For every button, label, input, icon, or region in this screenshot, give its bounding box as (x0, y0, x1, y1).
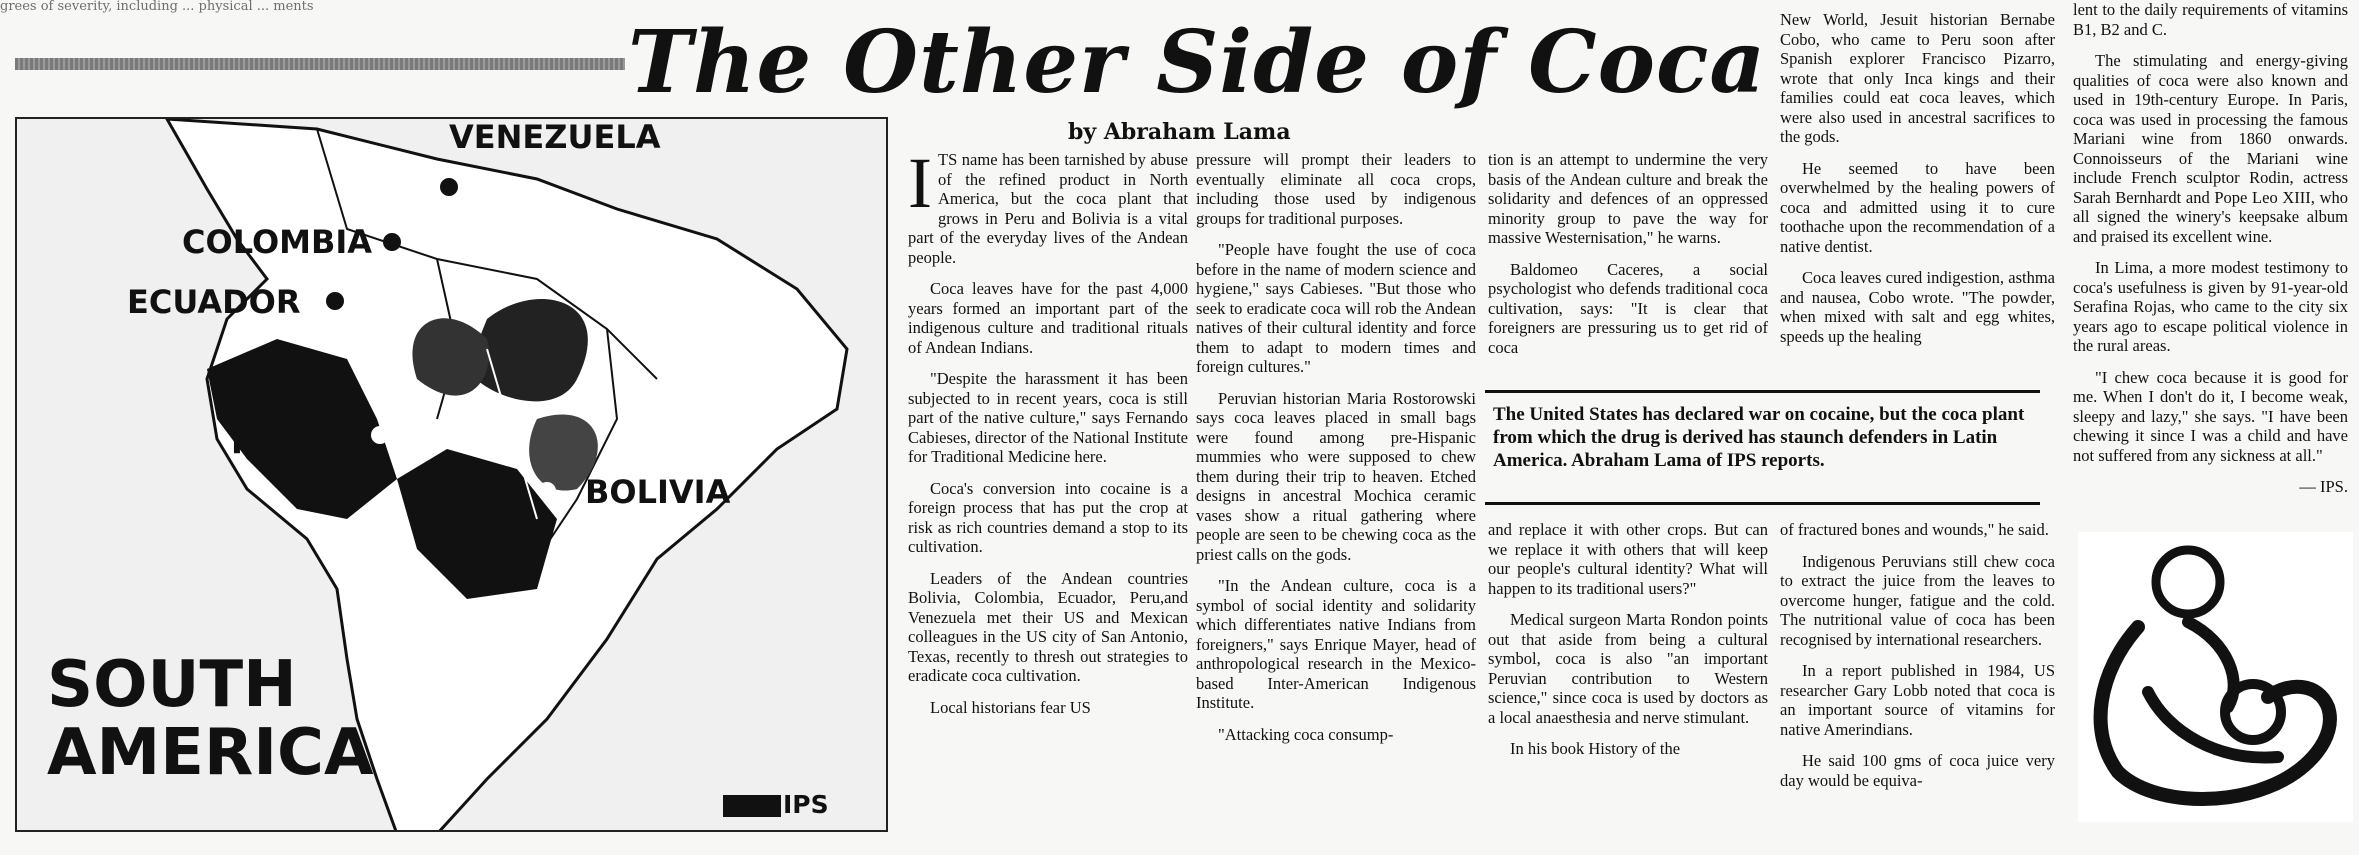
paragraph: "In the Andean culture, coca is a symbol of social identity and solidarity which differentiates native Indians from foreigners," says Enrique Mayer, head of anthropological research in the Mexico-based Inter-American Indigenous Institute. (1196, 576, 1476, 712)
ips-credit (723, 788, 861, 822)
paragraph: tion is an attempt to undermine the very basis of the Andean culture and break the solidarity and defences of an oppressed minority group to pave the way for massive Westernisation," he warns. (1488, 150, 1768, 247)
paragraph: "Despite the harassment it has been subjected to in recent years, coca is still part of the native culture," says Fernando Cabieses, director of the National Institute for Traditional Medicine here. (908, 369, 1188, 466)
paragraph: and replace it with other crops. But can we replace it with others that will keep our people's cultural identity? What will happen to its traditional users?" (1488, 520, 1768, 598)
pull-quote: The United States has declared war on cocaine, but the coca plant from which the drug is derived has staunch defenders in Latin America. Abraham Lama of IPS reports. (1485, 390, 2040, 505)
paragraph (908, 150, 1188, 267)
article-column-1 (908, 150, 1188, 840)
paragraph: Medical surgeon Marta Rondon points out that aside from being a cultural symbol, coca is also "an important Peruvian contribution to Western science," since coca is used by doctors as a local anaesthesia and nerve stimulant. (1488, 610, 1768, 727)
ips-credit-text: IPS (783, 790, 829, 819)
drop-cap: I (908, 150, 932, 223)
clipped-top-text: grees of severity, including ... physical ... ments (0, 0, 314, 14)
paragraph-text: TS name has been tarnished by abuse of the refined product in North America, but the coca plant that grows in Peru and Bolivia is a vital part of the everyday lives of the Andean people. (908, 150, 1188, 267)
article-column-4 (1780, 10, 2055, 386)
paragraph: Baldomeo Caceres, a social psychologist who defends traditional coca cultivation, says: "It is clear that foreigners are pressuring us to get rid of coca (1488, 259, 1768, 357)
paragraph: He said 100 gms of coca juice very day would be equiva- (1780, 751, 2055, 790)
paragraph: In a report published in 1984, US researcher Gary Lobb noted that coca is an important source of vitamins for native Amerindians. (1780, 661, 2055, 739)
mother-child-icon (2078, 532, 2353, 822)
label-south: SOUTH (47, 648, 297, 722)
headline-rule-left (15, 58, 625, 70)
mother-child-logo (2078, 532, 2353, 822)
byline: by Abraham Lama (1068, 119, 1291, 145)
paragraph: Indigenous Peruvians still chew coca to extract the juice from the leaves to overcome hunger, fatigue and the cold. The nutritional value of coca has been recognised by international researchers. (1780, 551, 2055, 649)
paragraph: Coca leaves cured indigestion, asthma and nausea, Cobo wrote. "The powder, when mixed with salt and egg whites, speeds up the healing (1780, 268, 2055, 346)
label-ecuador: ECUADOR (127, 283, 301, 321)
paragraph: pressure will prompt their leaders to eventually eliminate all coca crops, including those used by indigenous groups for traditional purposes. (1196, 150, 1476, 228)
paragraph: He seemed to have been overwhelmed by the healing powers of coca and admitted using it to cure toothache upon the recommendation of a native dentist. (1780, 158, 2055, 256)
paragraph: In Lima, a more modest testimony to coca's usefulness is given by 91-year-old Serafina Rojas, who came to the city six years ago to escape political violence in the rural areas. (2073, 258, 2348, 355)
peru-dot (371, 426, 389, 444)
paragraph: Coca leaves have for the past 4,000 years formed an important part of the indigenous culture and traditional rituals of Andean Indians. (908, 279, 1188, 357)
paragraph: lent to the daily requirements of vitamins B1, B2 and C. (2073, 0, 2348, 39)
paragraph: Local historians fear US (930, 697, 1091, 717)
ecuador-dot (326, 292, 344, 310)
colombia-dot (383, 233, 401, 251)
signoff: — IPS. (2299, 477, 2348, 496)
paragraph: The stimulating and energy-giving qualities of coca were also known and used in 19th-century Europe. In Paris, coca was used in processing the famous Mariani wine from 1860 onwards. Connoisseurs of the Mariani wine include French sculptor Rodin, actress Sarah Bernhardt and Pope Leo XIII, who all signed the winery's keepsake album and praised its excellent wine. (2073, 51, 2348, 246)
venezuela-dot (440, 178, 458, 196)
article-column-7 (2073, 0, 2348, 520)
label-peru: PERU (231, 423, 327, 461)
article-column-3 (1488, 150, 1768, 386)
article-headline: The Other Side of Coca (628, 12, 1767, 113)
paragraph: "People have fought the use of coca before in the name of modern science and hygiene," says Cabieses. "But those who seek to eradicate coca will rob the Andean natives of their cultural identity and force them to adapt to modern times and foreign cultures." (1196, 240, 1476, 376)
article-column-5 (1488, 520, 1768, 840)
ips-logo-icon (723, 795, 781, 817)
south-america-map (15, 117, 888, 832)
paragraph: Coca's conversion into cocaine is a foreign process that has put the crop at risk as rich countries demand a stop to its cultivation. (908, 478, 1188, 556)
article-column-2 (1196, 150, 1476, 840)
paragraph: "Attacking coca consump- (1218, 724, 1394, 744)
label-bolivia: BOLIVIA (585, 473, 731, 511)
paragraph: "I chew coca because it is good for me. When I don't do it, I become weak, sleepy and lazy," she says. "I have been chewing it since I was a child and have not suffered from any sickness at all." (2073, 367, 2348, 465)
paragraph: In his book History of the (1510, 739, 1681, 758)
label-america: AMERICA (47, 716, 374, 790)
paragraph: of fractured bones and wounds," he said. (1780, 520, 2049, 539)
bolivia-dot (538, 482, 556, 500)
label-venezuela: VENEZUELA (449, 118, 661, 156)
article-column-6 (1780, 520, 2055, 840)
paragraph: New World, Jesuit historian Bernabe Cobo, who came to Peru soon after Spanish explorer Francisco Pizarro, wrote that only Inca kings and their families could eat coca leaves, which were also used in ancestral sacrifices to the gods. (1780, 10, 2055, 146)
paragraph: Peruvian historian Maria Rostorowski says coca leaves placed in small bags were found among pre-Hispanic mummies who were supposed to chew them during their trip to heaven. Etched designs in ancestral Mochica ceramic vases show a ritual gathering where people are seen to be chewing coca as the priest calls on the gods. (1196, 388, 1476, 564)
label-colombia: COLOMBIA (182, 224, 373, 260)
paragraph: Leaders of the Andean countries Bolivia, Colombia, Ecuador, Peru,and Venezuela met their US and Mexican colleagues in the US city of San Antonio, Texas, recently to thresh out strategies to eradicate coca cultivation. (908, 568, 1188, 685)
